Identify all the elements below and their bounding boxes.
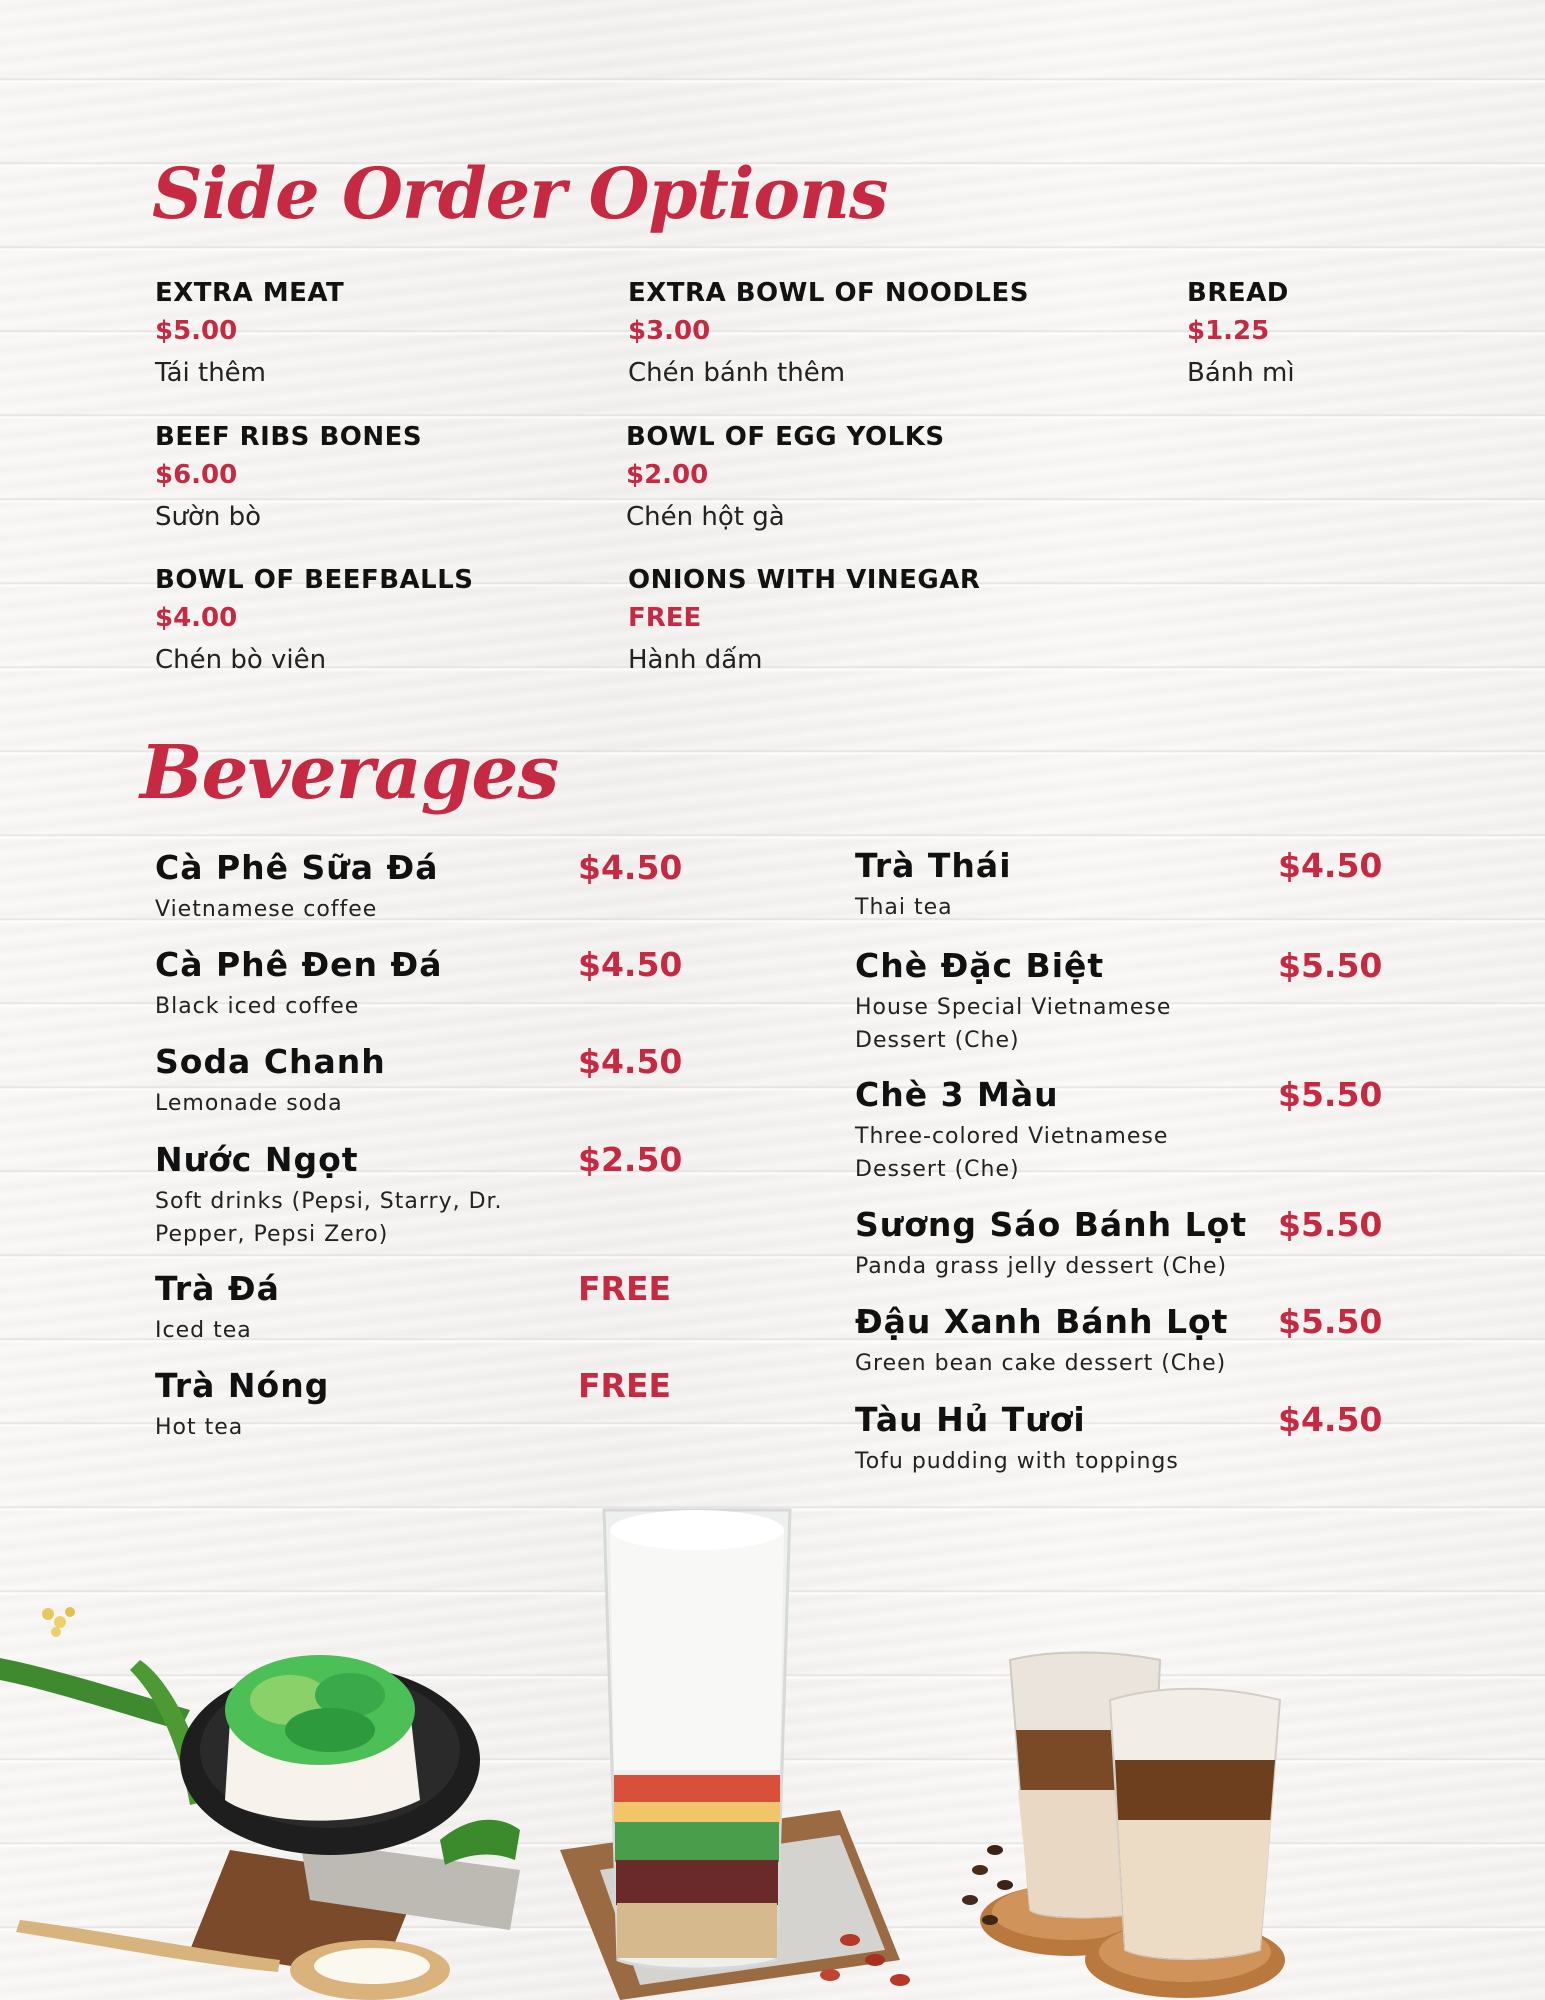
beverage-item-nuoc-ngot bbox=[155, 1140, 695, 1251]
side-orders-title: Side Order Options bbox=[152, 152, 888, 235]
beverage-item-tau-hu-tuoi bbox=[855, 1400, 1395, 1478]
beverage-desc: Thai tea bbox=[855, 895, 953, 920]
beverage-name: Đậu Xanh Bánh Lọt bbox=[855, 1302, 1229, 1341]
beverage-desc: Tofu pudding with toppings bbox=[855, 1449, 1179, 1474]
side-item-viet: Chén hột gà bbox=[626, 502, 785, 532]
side-item-price: $5.00 bbox=[155, 316, 238, 346]
beverage-desc: Three-colored Vietnamese Dessert (Che) bbox=[855, 1124, 1169, 1182]
side-item-name: BOWL OF BEEFBALLS bbox=[155, 565, 474, 595]
side-item-extra-noodles bbox=[628, 278, 1029, 388]
beverage-price: $4.50 bbox=[578, 945, 683, 984]
side-item-price: $4.00 bbox=[155, 603, 238, 633]
side-item-beefballs bbox=[155, 565, 474, 675]
beverage-price: $5.50 bbox=[1278, 946, 1383, 985]
side-item-price: $3.00 bbox=[628, 316, 711, 346]
beverage-item-soda-chanh bbox=[155, 1042, 695, 1120]
side-item-name: EXTRA BOWL OF NOODLES bbox=[628, 278, 1029, 308]
side-item-viet: Bánh mì bbox=[1187, 358, 1295, 388]
beverage-price: $4.50 bbox=[578, 1042, 683, 1081]
beverage-desc: House Special Vietnamese Dessert (Che) bbox=[855, 995, 1172, 1053]
beverage-name: Cà Phê Đen Đá bbox=[155, 945, 443, 984]
side-item-price: $6.00 bbox=[155, 460, 238, 490]
beverage-price: $5.50 bbox=[1278, 1302, 1383, 1341]
beverage-item-che-dac-biet bbox=[855, 946, 1395, 1057]
beverage-name: Sương Sáo Bánh Lọt bbox=[855, 1205, 1248, 1244]
side-item-viet: Sườn bò bbox=[155, 502, 262, 532]
tofu-pudding-dessert-photo bbox=[0, 1600, 520, 2000]
beverage-desc: Panda grass jelly dessert (Che) bbox=[855, 1254, 1228, 1279]
beverages-title: Beverages bbox=[140, 730, 559, 816]
side-item-name: BOWL OF EGG YOLKS bbox=[626, 422, 945, 452]
side-item-name: BREAD bbox=[1187, 278, 1289, 308]
beverage-desc: Vietnamese coffee bbox=[155, 897, 378, 922]
side-item-egg-yolks bbox=[626, 422, 945, 532]
beverage-name: Chè 3 Màu bbox=[855, 1075, 1059, 1114]
beverage-item-tra-da bbox=[155, 1269, 695, 1347]
beverage-name: Chè Đặc Biệt bbox=[855, 946, 1105, 985]
beverage-desc: Hot tea bbox=[155, 1415, 244, 1440]
side-item-name: BEEF RIBS BONES bbox=[155, 422, 423, 452]
beverage-price: FREE bbox=[578, 1269, 672, 1308]
beverage-item-suong-sao-banh-lot bbox=[855, 1205, 1395, 1283]
beverage-name: Trà Thái bbox=[855, 846, 1012, 885]
side-item-viet: Chén bánh thêm bbox=[628, 358, 846, 388]
side-item-extra-meat bbox=[155, 278, 344, 388]
beverage-desc: Soft drinks (Pepsi, Starry, Dr. Pepper, Pepsi Zero) bbox=[155, 1189, 503, 1247]
beverage-name: Tàu Hủ Tươi bbox=[855, 1400, 1086, 1439]
beverage-name: Trà Nóng bbox=[155, 1366, 330, 1405]
beverage-price: $5.50 bbox=[1278, 1075, 1383, 1114]
side-item-bread bbox=[1187, 278, 1295, 388]
side-item-name: ONIONS WITH VINEGAR bbox=[628, 565, 981, 595]
beverage-name: Trà Đá bbox=[155, 1269, 280, 1308]
beverage-price: $2.50 bbox=[578, 1140, 683, 1179]
beverage-name: Cà Phê Sữa Đá bbox=[155, 848, 439, 887]
beverage-desc: Black iced coffee bbox=[155, 994, 360, 1019]
beverage-item-tra-thai bbox=[855, 846, 1395, 924]
side-item-viet: Tái thêm bbox=[155, 358, 266, 388]
side-item-name: EXTRA MEAT bbox=[155, 278, 345, 308]
beverage-price: $4.50 bbox=[1278, 1400, 1383, 1439]
beverage-price: $4.50 bbox=[1278, 846, 1383, 885]
side-item-viet: Hành dấm bbox=[628, 645, 763, 675]
beverage-desc: Lemonade soda bbox=[155, 1091, 343, 1116]
layered-che-glass-photo bbox=[540, 1490, 960, 2000]
beverage-desc: Iced tea bbox=[155, 1318, 252, 1343]
side-item-price: $2.00 bbox=[626, 460, 709, 490]
iced-coffee-glasses-photo bbox=[960, 1620, 1340, 2000]
beverage-price: $4.50 bbox=[578, 848, 683, 887]
beverage-name: Nước Ngọt bbox=[155, 1140, 359, 1179]
side-item-beef-ribs bbox=[155, 422, 422, 532]
side-item-viet: Chén bò viên bbox=[155, 645, 327, 675]
side-item-price: FREE bbox=[628, 603, 702, 633]
beverage-item-tra-nong bbox=[155, 1366, 695, 1444]
beverage-price: FREE bbox=[578, 1366, 672, 1405]
beverage-item-che-3-mau bbox=[855, 1075, 1395, 1186]
beverage-price: $5.50 bbox=[1278, 1205, 1383, 1244]
beverage-item-ca-phe-sua-da bbox=[155, 848, 695, 926]
beverage-item-dau-xanh-banh-lot bbox=[855, 1302, 1395, 1380]
side-item-price: $1.25 bbox=[1187, 316, 1270, 346]
side-item-onions-vinegar bbox=[628, 565, 980, 675]
beverage-name: Soda Chanh bbox=[155, 1042, 386, 1081]
beverage-item-ca-phe-den-da bbox=[155, 945, 695, 1023]
beverage-desc: Green bean cake dessert (Che) bbox=[855, 1351, 1227, 1376]
